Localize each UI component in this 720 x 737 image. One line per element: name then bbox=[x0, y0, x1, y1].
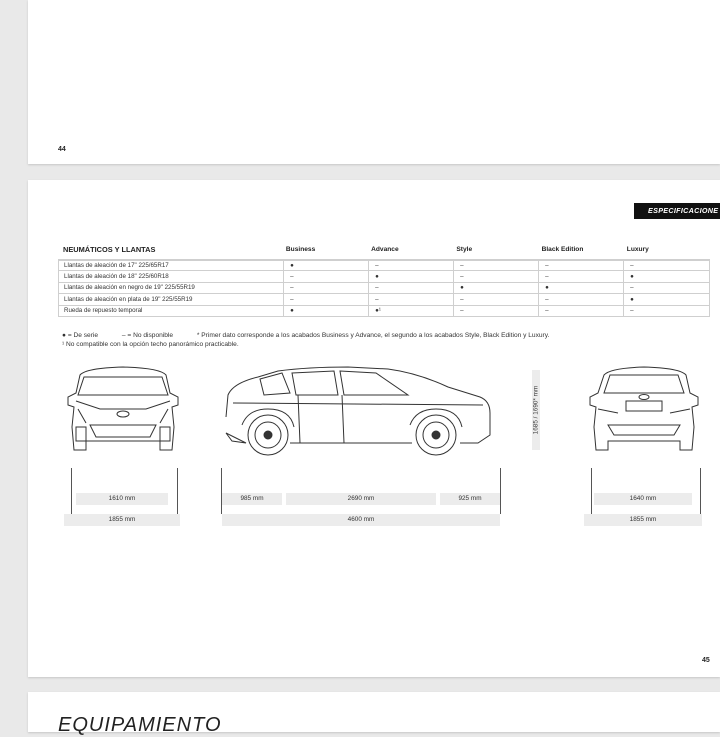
section-tag: ESPECIFICACIONE bbox=[634, 203, 720, 219]
table-cell: ● bbox=[284, 306, 369, 316]
table-cell: – bbox=[284, 294, 369, 304]
dimension-tick bbox=[500, 468, 501, 514]
section-title: EQUIPAMIENTO bbox=[58, 714, 222, 736]
table-cell: – bbox=[539, 294, 624, 304]
front-view-drawing bbox=[68, 367, 178, 450]
wheelbase-dimension: 2690 mm bbox=[286, 493, 436, 505]
table-body bbox=[58, 259, 710, 317]
table-cell: – bbox=[539, 261, 624, 270]
table-row bbox=[58, 271, 710, 282]
page-45 bbox=[28, 180, 720, 677]
table-cell: – bbox=[539, 306, 624, 316]
table-row bbox=[58, 260, 710, 271]
legend-standard: ● = De serie bbox=[62, 332, 99, 339]
tires-wheels-table bbox=[58, 242, 710, 317]
table-cell: – bbox=[284, 283, 369, 293]
table-row bbox=[58, 306, 710, 317]
row-label: Llantas de aleación en negro de 19" 225/55R19 bbox=[59, 283, 284, 293]
height-dimension bbox=[532, 370, 540, 450]
footnote: ¹ No compatible con la opción techo panorámico practicable. bbox=[62, 341, 239, 348]
page-number: 45 bbox=[702, 657, 710, 664]
page-number: 44 bbox=[58, 146, 66, 153]
star-note: * Primer dato corresponde a los acabados Business y Advance, el segundo a los acabados Style, Black Edition y Luxury. bbox=[196, 332, 550, 339]
column-header: Business bbox=[285, 245, 316, 253]
table-cell: ● bbox=[630, 295, 634, 303]
dimension-tick bbox=[591, 468, 592, 514]
table-row bbox=[58, 294, 710, 305]
row-label: Llantas de aleación de 18" 225/60R18 bbox=[59, 271, 284, 281]
dimension-tick bbox=[71, 468, 72, 514]
front-width-dimension: 1855 mm bbox=[64, 514, 180, 526]
table-cell: – bbox=[630, 262, 634, 270]
table-cell: – bbox=[454, 261, 539, 270]
table-notes bbox=[62, 331, 549, 349]
table-cell: ● bbox=[539, 283, 624, 293]
table-cell: – bbox=[369, 261, 454, 270]
table-cell: – bbox=[539, 271, 624, 281]
row-label: Llantas de aleación de 17" 225/65R17 bbox=[59, 261, 284, 270]
table-cell: ● bbox=[630, 273, 634, 281]
table-row bbox=[58, 283, 710, 294]
dimension-tick bbox=[177, 468, 178, 514]
dimension-tick bbox=[700, 468, 701, 514]
rear-width-dimension: 1855 mm bbox=[584, 514, 702, 526]
table-cell: – bbox=[454, 271, 539, 281]
rear-track-dimension: 1640 mm bbox=[594, 493, 692, 505]
length-dimension: 4600 mm bbox=[222, 514, 500, 526]
table-cell: – bbox=[369, 294, 454, 304]
legend-not-available: – = No disponible bbox=[121, 332, 174, 339]
table-cell: – bbox=[454, 294, 539, 304]
page-next bbox=[28, 692, 720, 736]
table-cell: ● bbox=[454, 283, 539, 293]
column-header: Advance bbox=[371, 245, 399, 253]
table-cell: ● bbox=[284, 261, 369, 270]
table-cell: – bbox=[369, 283, 454, 293]
table-cell: – bbox=[630, 307, 634, 315]
column-header: Black Edition bbox=[541, 245, 584, 253]
front-track-dimension: 1610 mm bbox=[76, 493, 168, 505]
table-cell: – bbox=[630, 284, 634, 292]
column-header: Style bbox=[456, 245, 473, 253]
table-cell: ● bbox=[369, 271, 454, 281]
dimension-tick bbox=[221, 468, 222, 514]
rear-overhang-dimension: 925 mm bbox=[440, 493, 500, 505]
column-header: Luxury bbox=[626, 245, 649, 253]
row-label: Llantas de aleación en plata de 19" 225/55R19 bbox=[59, 294, 284, 304]
table-cell: – bbox=[454, 306, 539, 316]
table-title: NEUMÁTICOS Y LLANTAS bbox=[63, 244, 156, 254]
height-label: 1685 / 1690* mm bbox=[532, 385, 540, 435]
vehicle-drawings bbox=[28, 365, 720, 465]
table-cell: – bbox=[284, 271, 369, 281]
front-overhang-dimension: 985 mm bbox=[222, 493, 282, 505]
row-label: Rueda de repuesto temporal bbox=[59, 306, 284, 316]
page-44 bbox=[28, 0, 720, 164]
table-header bbox=[58, 242, 710, 256]
rear-view-drawing bbox=[590, 367, 698, 450]
side-view-drawing bbox=[226, 367, 490, 455]
table-cell: ●¹ bbox=[369, 306, 454, 316]
